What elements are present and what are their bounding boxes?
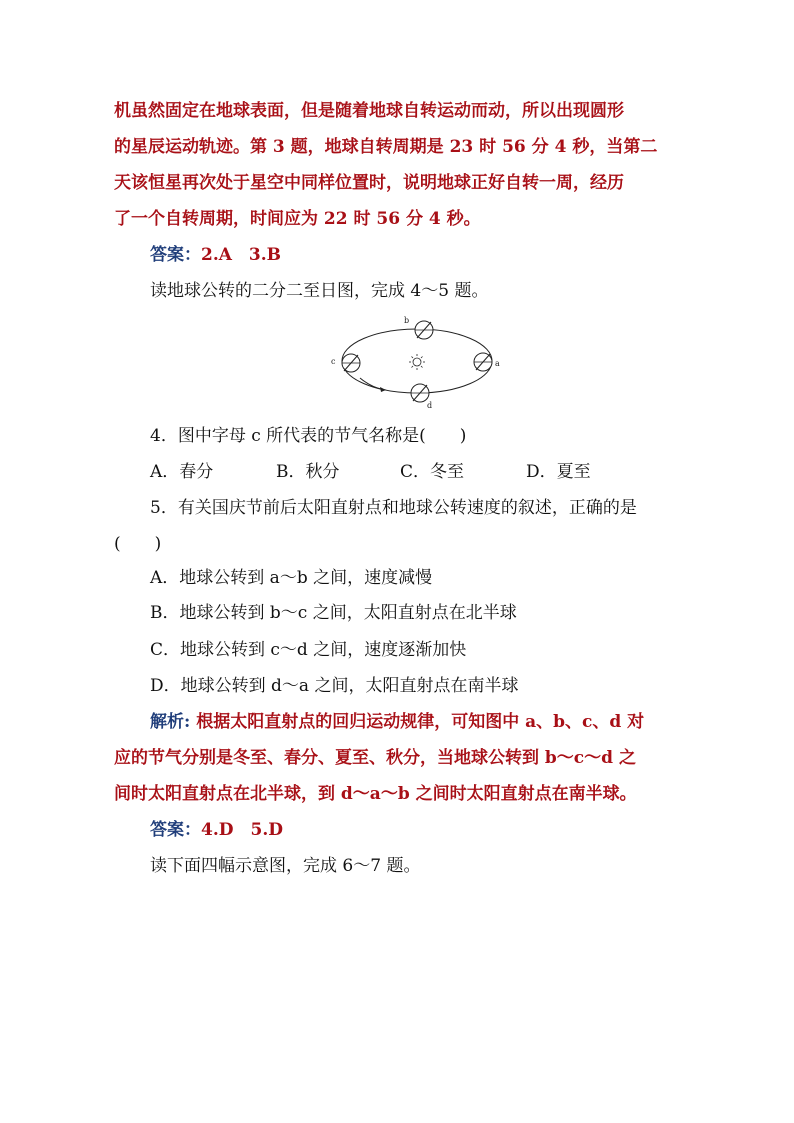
q5-option-a[interactable]: A．地球公转到 a～b 之间，速度减慢 xyxy=(150,568,433,588)
label-c: c xyxy=(331,357,336,366)
answer-value: 2.A 3.B xyxy=(201,245,282,265)
question-intro-6-7: 读下面四幅示意图，完成 6～7 题。 xyxy=(150,856,421,876)
q5-option-c[interactable]: C．地球公转到 c～d 之间，速度逐渐加快 xyxy=(150,640,467,660)
label-d: d xyxy=(427,401,433,410)
question-4-stem: 4．图中字母 c 所代表的节气名称是( ) xyxy=(150,426,467,446)
earth-d xyxy=(411,384,429,402)
answer-1 xyxy=(150,245,281,265)
answer-2 xyxy=(150,820,283,840)
orbit-ellipse xyxy=(342,329,492,393)
label-a: a xyxy=(495,359,500,368)
explanation-line-4: 了一个自转周期，时间应为 22 时 56 分 4 秒。 xyxy=(114,209,481,229)
label-b: b xyxy=(404,316,410,325)
question-5-stem-line-2: ( ) xyxy=(114,534,162,554)
analysis-text-1: 根据太阳直射点的回归运动规律，可知图中 a、b、c、d 对 xyxy=(190,712,645,732)
earth-c xyxy=(342,354,360,372)
answer-label: 答案： xyxy=(150,820,201,840)
analysis-line-3: 间时太阳直射点在北半球，到 d～a～b 之间时太阳直射点在南半球。 xyxy=(114,784,637,804)
orbit-diagram xyxy=(320,308,510,412)
explanation-line-2: 的星辰运动轨迹。第 3 题，地球自转周期是 23 时 56 分 4 秒，当第二 xyxy=(114,137,658,157)
answer-label: 答案： xyxy=(150,245,201,265)
analysis-line-2: 应的节气分别是冬至、春分、夏至、秋分，当地球公转到 b～c～d 之 xyxy=(114,748,636,768)
question-5-stem-line-1: 5．有关国庆节前后太阳直射点和地球公转速度的叙述，正确的是 xyxy=(150,498,637,518)
earth-a xyxy=(474,353,492,371)
q5-option-b[interactable]: B．地球公转到 b～c 之间，太阳直射点在北半球 xyxy=(150,603,517,623)
explanation-line-3: 天该恒星再次处于星空中同样位置时，说明地球正好自转一周，经历 xyxy=(114,173,624,193)
q5-option-d[interactable]: D．地球公转到 d～a 之间，太阳直射点在南半球 xyxy=(150,676,519,696)
question-intro-4-5: 读地球公转的二分二至日图，完成 4～5 题。 xyxy=(150,281,489,301)
explanation-line-1: 机虽然固定在地球表面，但是随着地球自转运动而动，所以出现圆形 xyxy=(114,101,624,121)
analysis-line-1 xyxy=(150,712,644,732)
sun-icon xyxy=(409,354,425,370)
q4-option-b[interactable]: B．秋分 xyxy=(276,462,340,482)
earth-b xyxy=(415,321,433,339)
q4-option-c[interactable]: C．冬至 xyxy=(400,462,465,482)
answer-value: 4.D 5.D xyxy=(201,820,283,840)
q4-option-a[interactable]: A．春分 xyxy=(150,462,214,482)
analysis-label: 解析: xyxy=(150,712,191,732)
q4-option-d[interactable]: D．夏至 xyxy=(526,462,591,482)
